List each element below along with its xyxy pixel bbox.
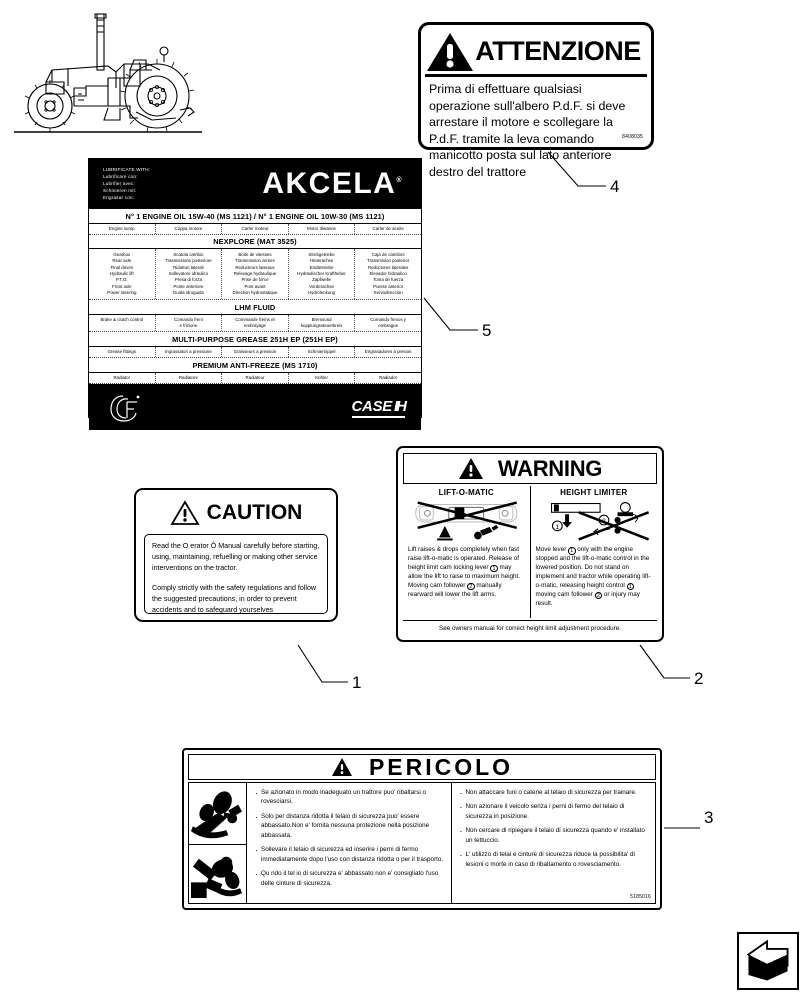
akcela-cell-line: Relevage hydraulique (233, 271, 277, 276)
akcela-cell-line: kupplungssteuerkreis (300, 322, 343, 328)
akcela-cell (355, 373, 421, 383)
akcela-cell (289, 224, 356, 234)
pericolo-list-item: · Sollevare il telaio di sicurezza ed inserire i perni di fermo immediatamente dopo l'uso con distanza ridotta o per il trasporto. (255, 845, 445, 864)
warning-columns (403, 486, 657, 618)
caution-decal (134, 488, 338, 622)
callout-4: 4 (610, 177, 620, 196)
akcela-cell-line: Direction hydrostatique (232, 290, 278, 296)
akcela-section-row (89, 249, 421, 299)
akcela-cell-line: Puente anterior (373, 283, 404, 289)
pericolo-list-item: · Se azionato in modo inadeguato un trattore puo' ribaltarsi o rovesciarsi. (255, 788, 445, 807)
akcela-language-4: Engrasar con: (103, 195, 135, 201)
akcela-cell-line: Radiateur (245, 374, 265, 380)
pericolo-right-list (460, 788, 650, 869)
pericolo-list-item: · Non azionare il veicolo senza i perni di fermo del telaio di sicurezza in posizione. (460, 802, 650, 821)
akcela-cell (222, 249, 289, 299)
akcela-cell (222, 373, 289, 383)
akcela-language-1: Lubrificare con: (103, 174, 138, 180)
warning-header (403, 453, 657, 484)
akcela-cell (222, 315, 289, 332)
akcela-cell-line: Radiatore (178, 374, 198, 380)
pericolo-column-right (451, 783, 656, 903)
circled-number: 1 (627, 583, 635, 591)
pericolo-list-item: · Solo per distanza ridotta il telaio di sicurezza puo' essere abbassato.Non e' fornita nessuna protezione nella posizione abbassata. (255, 812, 445, 840)
akcela-header (89, 159, 421, 209)
akcela-cell-line: embrague (378, 322, 399, 328)
akcela-cell (289, 315, 356, 332)
akcela-cell (355, 249, 421, 299)
attenzione-body: Prima di effettuare qualsiasi operazione sull'albero P.d.F. si deve arrestare il motore e scollegare la P.d.F. tramite la leva comando manicotto posta sul lato anteriore destro del trattore (429, 82, 626, 179)
akcela-section-row (89, 373, 421, 383)
pericolo-part-number: 5185016 (630, 894, 651, 900)
akcela-sections (89, 209, 421, 384)
akcela-cell-line: Brake & clutch control (100, 316, 144, 322)
akcela-section-heading: PREMIUM ANTI-FREEZE (MS 1710) (89, 358, 421, 373)
arrow-chevron-mark (737, 932, 799, 990)
case-monogram-icon (107, 392, 143, 424)
warning-text-height-limiter (536, 546, 653, 609)
akcela-language-list (103, 166, 150, 202)
akcela-logo (262, 167, 403, 201)
akcela-cell-line: Guida idroguida (172, 290, 204, 296)
callout-5: 5 (482, 321, 492, 340)
callout-2: 2 (694, 669, 704, 688)
akcela-cell-line: e frizione (179, 322, 198, 328)
akcela-cell (355, 315, 421, 332)
akcela-cell-line: Hydrolenkung (308, 290, 336, 296)
akcela-cell (289, 373, 356, 383)
height-limiter-prohibited-icon (536, 498, 653, 544)
case-wordmark: CASE (351, 398, 392, 415)
akcela-cell-line: Comando freni (173, 316, 203, 322)
svg-text:1: 1 (554, 523, 559, 531)
caution-paragraph-2: Comply strictly with the safety regulations and follow the suggested precautions, in order to prevent accidents and to safeguard yourselves (152, 583, 317, 614)
warning-triangle-icon (331, 757, 353, 777)
akcela-cell (89, 315, 156, 332)
akcela-section-heading: N° 1 ENGINE OIL 15W-40 (MS 1121) / N° 1 ENGINE OIL 10W-30 (MS 1121) (89, 209, 421, 224)
akcela-cell (156, 315, 223, 332)
akcela-cell-line: Riduttori laterali (173, 264, 204, 270)
akcela-cell-line: Transmision posterior (367, 258, 410, 264)
pericolo-left-list (255, 788, 445, 888)
warning-footer: See owners manual for correct height limit adjustment procedure. (403, 620, 657, 635)
akcela-language-3: Schmieren mit: (103, 188, 137, 194)
akcela-section-heading: LHM FLUID (89, 300, 421, 315)
akcela-cell-line: Kühler (315, 374, 328, 380)
caution-header (142, 496, 330, 530)
caution-body (144, 534, 328, 614)
pericolo-list-item: · Qu ndo il tel io di sicurezza e' abbassato non e' consigliato l'uso delle cinture di sicurezza. (255, 869, 445, 888)
akcela-section-row (89, 224, 421, 234)
warning-triangle-icon (170, 500, 200, 526)
akcela-cell-line: Comando frenos y (370, 316, 407, 322)
akcela-section-row (89, 347, 421, 357)
pericolo-list-item: · L' utilizzo di telai e cinture di sicurezza riduce la possibilita' di lesioni o morte in caso di ribaltamento o rovesciamento. (460, 850, 650, 869)
akcela-cell (355, 224, 421, 234)
warning-triangle-icon (458, 457, 484, 480)
akcela-cell-line: Coppa motore (174, 225, 203, 231)
akcela-cell (156, 347, 223, 357)
tractor-illustration (12, 8, 204, 156)
warning-text-lift-o-matic (408, 546, 525, 600)
akcela-cell-line: Radiator (113, 374, 131, 380)
akcela-language-2: Lubrifier avec: (103, 181, 135, 187)
akcela-cell-line: Radiador (379, 374, 398, 380)
akcela-section (89, 235, 421, 300)
akcela-cell (289, 249, 356, 299)
akcela-cell-line: Trasmissione posteriore (165, 258, 212, 264)
attenzione-part-number: 8408035 (622, 134, 643, 140)
akcela-cell (156, 373, 223, 383)
akcela-cell-line: Transmission arriere (235, 258, 275, 264)
akcela-cell (89, 224, 156, 234)
akcela-cell-line: Toma de fuerza (373, 277, 404, 283)
attenzione-header (425, 29, 647, 77)
akcela-cell-line: Caja de cambios (371, 251, 405, 257)
attenzione-title: ATTENZIONE (475, 36, 641, 66)
akcela-cell-line: Presa di forza (174, 277, 202, 283)
akcela-registered-mark: ® (396, 177, 403, 184)
pericolo-column-left (247, 783, 451, 903)
attenzione-decal (418, 22, 654, 179)
akcela-cell-line: Ponte anteriore (173, 283, 204, 289)
akcela-cell-line: embrayage (244, 322, 266, 328)
akcela-cell (89, 347, 156, 357)
case-ih-logo (352, 398, 405, 418)
pericolo-title: PERICOLO (368, 753, 514, 780)
pericolo-list-item: · Non attaccare funi o catene al telaio di sicurezza per trainare. (460, 788, 650, 797)
akcela-cell (156, 249, 223, 299)
akcela-cell-line: Graisseurs a pression (233, 348, 277, 354)
tractor-rollover-side-icon (189, 783, 246, 844)
akcela-cell-line: Bremsund (311, 316, 332, 322)
warning-subtitle-lift-o-matic: LIFT-O-MATIC (438, 488, 494, 497)
akcela-cell-line: Ingrassatori a pressione (164, 348, 212, 354)
warning-text-height-limiter-body: Move lever 1 only with the engine stopped and the lift-o-matic control in the lowered position. Do not stand on implement and tractor while operating lift-o-matic, releasing height control 1 moving cam follower 2 or injury may result. (535, 546, 651, 607)
callout-1: 1 (352, 673, 362, 692)
akcela-cell (355, 347, 421, 357)
akcela-cell-line: Sollevatore idraulico (168, 271, 209, 276)
akcela-cell-line: Prise de force (241, 277, 269, 283)
lift-o-matic-prohibited-icon (408, 498, 525, 544)
warning-text-lift-o-matic-body: Lift raises & drops completely when fast raise lift-o-matic is operated. Release of height limit cam locking lever 1 may allow the lift to raise to maximum height. Moving cam follower 2 manually rearward will lower the lift arms. (408, 546, 520, 598)
circled-number: 2 (467, 583, 475, 591)
akcela-cell-line: Hydraulischer Kraftheber (297, 271, 346, 276)
akcela-cell-line: Carter de aceite (372, 225, 404, 231)
pericolo-header (188, 754, 656, 780)
akcela-cell-line: Zapfwelle (312, 277, 331, 283)
akcela-cell (156, 224, 223, 234)
pericolo-list-item: · Non cercare di ripiegare il telaio di sicurezza quando e' installato un tettuccio. (460, 826, 650, 845)
akcela-section-heading: MULTI-PURPOSE GREASE 251H EP (251H EP) (89, 332, 421, 347)
akcela-cell-line: Hydraulic lift (109, 271, 134, 276)
ih-wordmark: IH (394, 398, 405, 415)
akcela-footer (89, 384, 421, 430)
akcela-cell (222, 347, 289, 357)
akcela-language-0: LUBRIFICATE WITH: (103, 167, 151, 172)
circled-number: 1 (568, 547, 576, 555)
caution-paragraph-1: Read the O erator Ô Manual carefully before starting, using, maintaining, refuelling or making other service interventions on the tractor. (152, 542, 320, 572)
akcela-cell-line: Rear axle (112, 258, 132, 264)
akcela-section-row (89, 315, 421, 332)
akcela-cell (289, 347, 356, 357)
akcela-cell-line: Final drives (110, 264, 134, 270)
pericolo-decal (182, 748, 662, 910)
callout-3: 3 (704, 808, 714, 827)
akcela-wordmark: AKCELA (262, 167, 397, 200)
warning-column-height-limiter (530, 486, 658, 618)
akcela-cell-line: Gearbox (113, 251, 131, 257)
akcela-cell-line: Vorderachse (309, 283, 334, 289)
akcela-section (89, 358, 421, 384)
akcela-cell-line: Hinterachse (309, 258, 334, 264)
akcela-cell-line: Pont avant (244, 283, 266, 289)
akcela-cell-line: Commande freins et (235, 316, 275, 322)
akcela-section-heading: NEXPLORE (MAT 3525) (89, 235, 421, 250)
akcela-cell-line: Endantriebe (309, 264, 334, 270)
warning-title: WARNING (497, 455, 603, 481)
akcela-cell (89, 249, 156, 299)
circled-number: 1 (490, 565, 498, 573)
akcela-cell-line: Front axle (112, 283, 132, 289)
akcela-cell-line: Grease fittings (107, 348, 136, 354)
akcela-cell (89, 373, 156, 383)
akcela-cell-line: Engine sump (108, 225, 135, 231)
akcela-cell (222, 224, 289, 234)
akcela-section (89, 209, 421, 235)
circled-number: 2 (595, 592, 603, 600)
akcela-cell-line: Engrasadores a presion (364, 348, 412, 354)
akcela-cell-line: Schmiernippel (307, 348, 336, 354)
akcela-cell-line: Reductores laterales (368, 264, 409, 270)
warning-subtitle-height-limiter: HEIGHT LIMITER (560, 488, 628, 497)
akcela-cell-line: Power steering (107, 290, 137, 296)
akcela-cell-line: Elevador hidraulico (369, 271, 407, 276)
warning-decal (396, 446, 664, 642)
warning-triangle-icon (425, 31, 475, 73)
akcela-cell-line: Strebgetriebe (308, 251, 335, 257)
tractor-rollover-rear-icon (189, 844, 246, 906)
akcela-cell-line: Carter moteur (241, 225, 269, 231)
akcela-section (89, 332, 421, 358)
akcela-cell-line: Servodireccion (373, 290, 403, 296)
pericolo-body (188, 782, 656, 904)
akcela-cell-line: Scatola cambio (173, 251, 204, 257)
akcela-cell-line: Reducteurs lateraux (235, 264, 275, 270)
akcela-lubrication-decal (88, 158, 422, 418)
akcela-cell-line: Boite de vitesses (238, 251, 272, 257)
akcela-cell-line: Motor ölwanne (307, 225, 336, 231)
caution-title: CAUTION (206, 501, 303, 524)
akcela-cell-line: P.T.O. (115, 277, 128, 283)
pericolo-pictograms (189, 783, 247, 903)
warning-column-lift-o-matic (403, 486, 530, 618)
akcela-section (89, 300, 421, 332)
